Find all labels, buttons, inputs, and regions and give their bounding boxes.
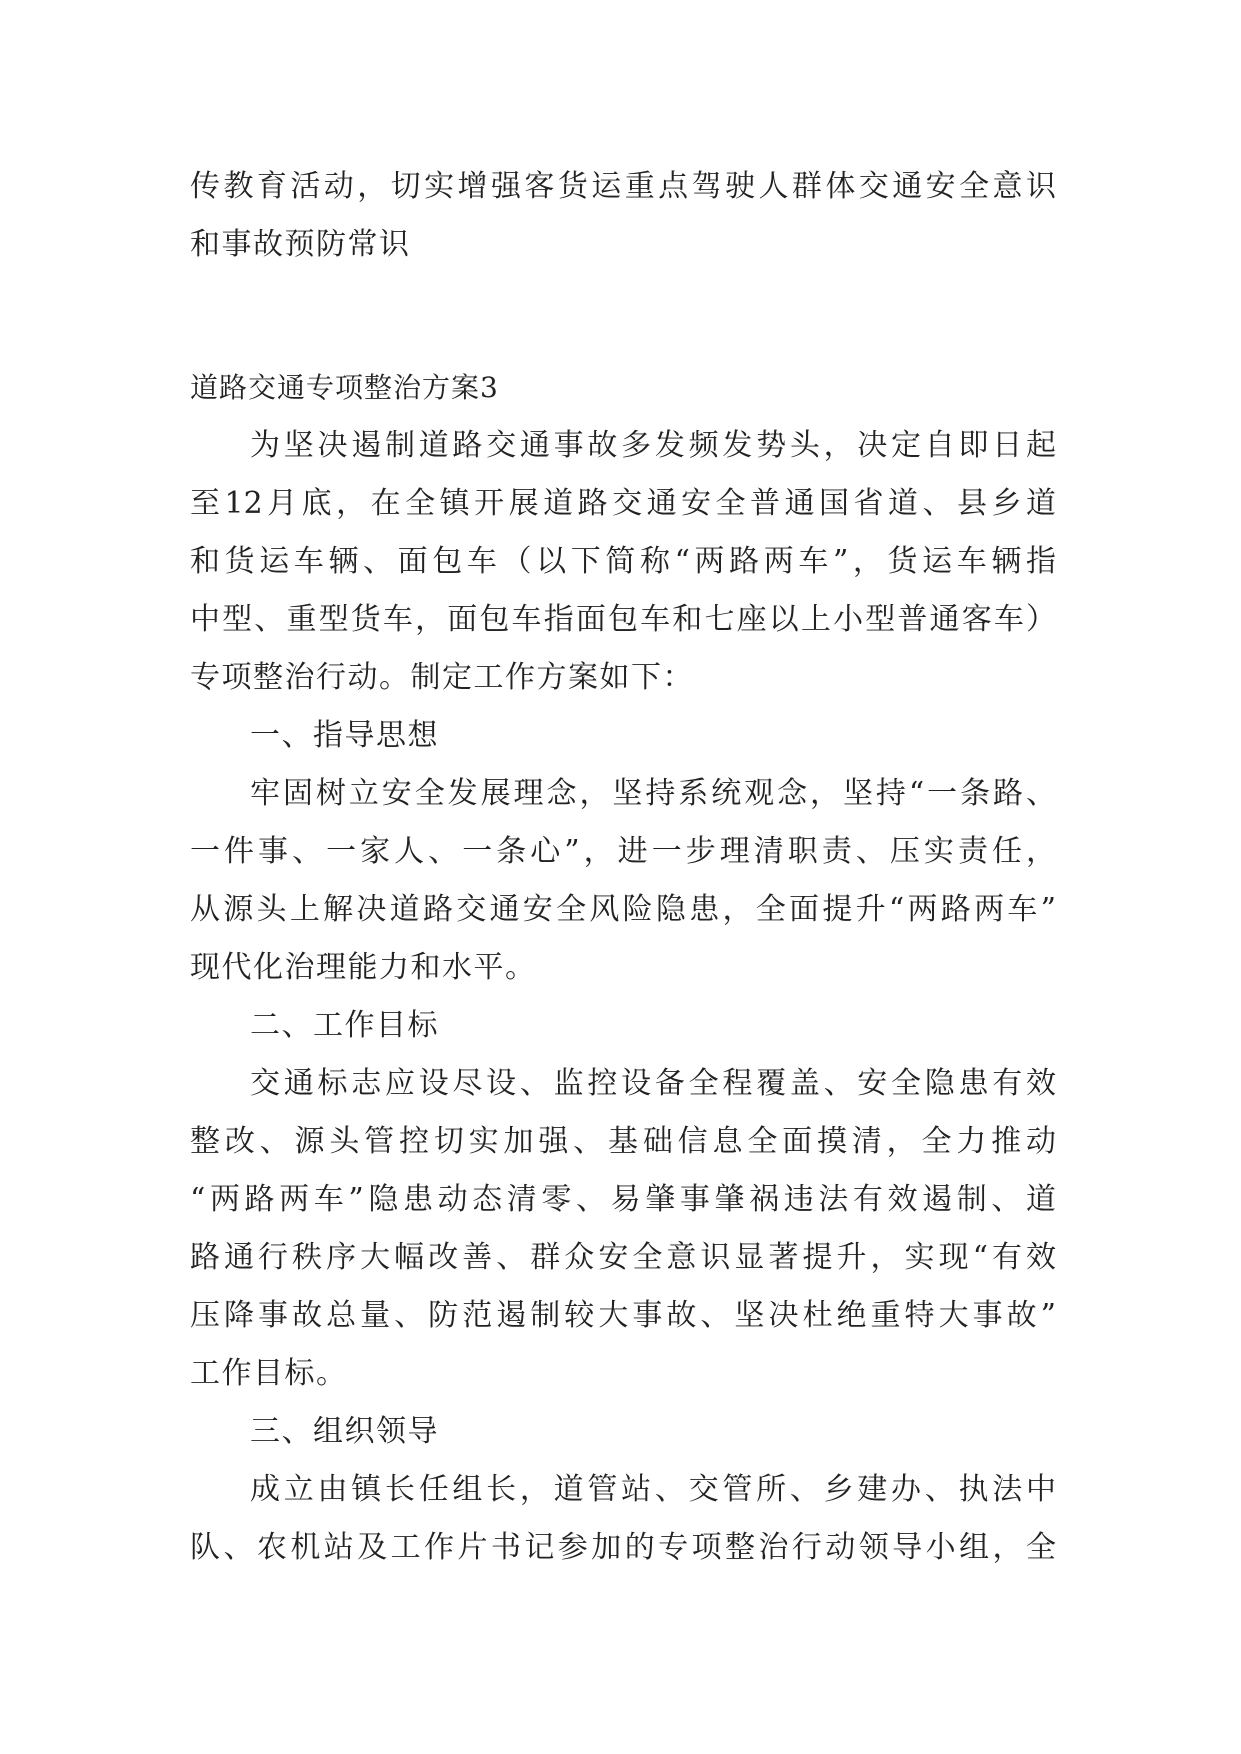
paragraph-line: 现代化治理能力和水平。 <box>190 950 537 985</box>
section-gap <box>190 274 1056 359</box>
paragraph-line: 牢固树立安全发展理念，坚持系统观念，坚持“一条路、 <box>250 776 1056 811</box>
intro-line: 为坚决遏制道路交通事故多发频发势头，决定自即日起 <box>250 428 1056 463</box>
intro-line: 专项整治行动。制定工作方案如下： <box>190 660 694 695</box>
paragraph-line: “两路两车”隐患动态清零、易肇事肇祸违法有效遏制、道 <box>190 1182 1056 1217</box>
paragraph-line: 成立由镇长任组长，道管站、交管所、乡建办、执法中 <box>250 1472 1056 1507</box>
heading-organization-leadership: 三、组织领导 <box>250 1414 439 1449</box>
document-body <box>190 158 1056 1577</box>
intro-line: 和货运车辆、面包车（以下简称“两路两车”，货运车辆指 <box>190 544 1056 579</box>
paragraph-line: 一件事、一家人、一条心”，进一步理清职责、压实责任， <box>190 834 1056 869</box>
intro-line: 至12月底，在全镇开展道路交通安全普通国省道、县乡道 <box>190 486 1056 521</box>
section-title: 道路交通专项整治方案3 <box>190 371 499 404</box>
paragraph-line: 压降事故总量、防范遏制较大事故、坚决杜绝重特大事故” <box>190 1298 1056 1333</box>
heading-guiding-ideology: 一、指导思想 <box>250 718 439 753</box>
continuation-line: 和事故预防常识 <box>190 227 411 262</box>
paragraph-line: 交通标志应设尽设、监控设备全程覆盖、安全隐患有效 <box>250 1066 1056 1101</box>
paragraph-line: 路通行秩序大幅改善、群众安全意识显著提升，实现“有效 <box>190 1240 1056 1275</box>
continuation-line: 传教育活动，切实增强客货运重点驾驶人群体交通安全意识 <box>190 169 1056 204</box>
paragraph-line: 工作目标。 <box>190 1356 348 1391</box>
paragraph-line: 从源头上解决道路交通安全风险隐患，全面提升“两路两车” <box>190 892 1056 927</box>
paragraph-line: 整改、源头管控切实加强、基础信息全面摸清，全力推动 <box>190 1124 1056 1159</box>
intro-line: 中型、重型货车，面包车指面包车和七座以上小型普通客车） <box>190 602 1056 637</box>
paragraph-line: 队、农机站及工作片书记参加的专项整治行动领导小组，全 <box>190 1530 1056 1565</box>
heading-work-goals: 二、工作目标 <box>250 1008 439 1043</box>
